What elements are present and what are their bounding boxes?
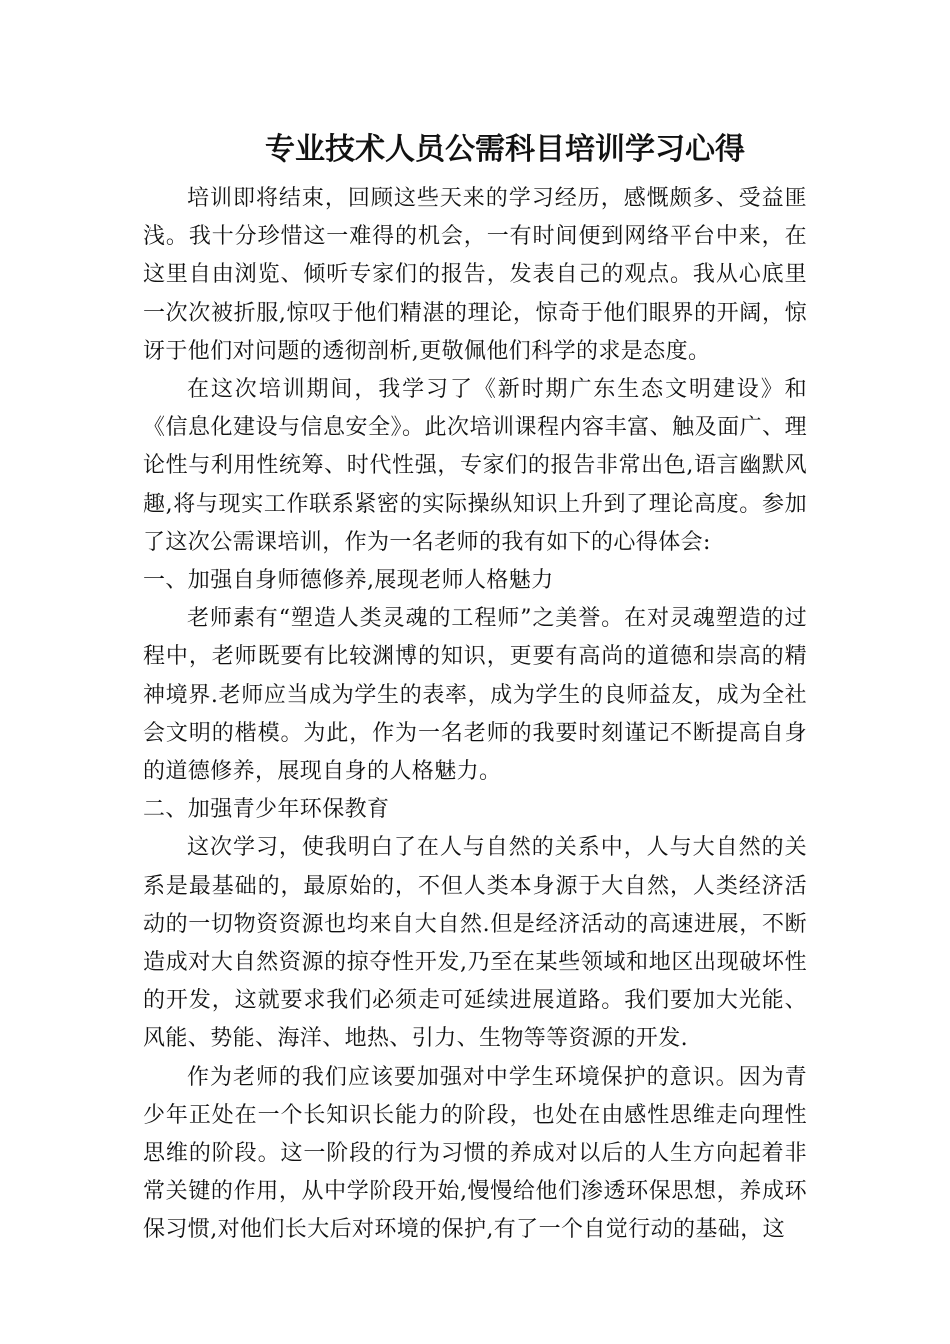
paragraph-nature-relation: 这次学习，使我明白了在人与自然的关系中，人与大自然的关系是最基础的，最原始的，不但人类本身源于大自然，人类经济活动的一切物资资源也均来自大自然.但是经济活动的高速进展，不断造成对大自然资源的掠夺性开发,乃至在某些领域和地区出现破坏性的开发，这就要求我们必须走可延续进展道路。我们要加大光能、风能、势能、海洋、地热、引力、生物等等资源的开发.: [143, 835, 807, 1052]
paragraph-environment-education: 作为老师的我们应该要加强对中学生环境保护的意识。因为青少年正处在一个长知识长能力的阶段，也处在由感性思维走向理性思维的阶段。这一阶段的行为习惯的养成对以后的人生方向起着非常关键的作用，从中学阶段开始,慢慢给他们渗透环保思想，养成环保习惯,对他们长大后对环境的保护,有了一个自觉行动的基础，这: [143, 1064, 807, 1243]
paragraph-training-content: 在这次培训期间，我学习了《新时期广东生态文明建设》和《信息化建设与信息安全》。此次培训课程内容丰富、触及面广、理论性与利用性统筹、时代性强，专家们的报告非常出色,语言幽默风趣,将与现实工作联系紧密的实际操纵知识上升到了理论高度。参加了这次公需课培训，作为一名老师的我有如下的心得体会:: [143, 377, 807, 555]
document-body: [143, 180, 807, 1250]
paragraph-intro: 培训即将结束，回顾这些天来的学习经历，感慨颇多、受益匪浅。我十分珍惜这一难得的机会，一有时间便到网络平台中来，在这里自由浏览、倾听专家们的报告，发表自己的观点。我从心底里一次次被折服,惊叹于他们精湛的理论，惊奇于他们眼界的开阔，惊讶于他们对问题的透彻剖析,更敬佩他们科学的求是态度。: [143, 186, 807, 364]
paragraph-teacher-ethics: 老师素有“塑造人类灵魂的工程师”之美誉。在对灵魂塑造的过程中，老师既要有比较渊博的知识，更要有高尚的道德和崇高的精神境界.老师应当成为学生的表率，成为学生的良师益友，成为全社会文明的楷模。为此，作为一名老师的我要时刻谨记不断提高自身的道德修养，展现自身的人格魅力。: [143, 606, 807, 785]
document-title: 专业技术人员公需科目培训学习心得: [265, 132, 745, 167]
section-heading-environment: 二、加强青少年环保教育: [143, 797, 390, 823]
section-heading-ethics: 一、加强自身师德修养,展现老师人格魅力: [143, 568, 554, 594]
